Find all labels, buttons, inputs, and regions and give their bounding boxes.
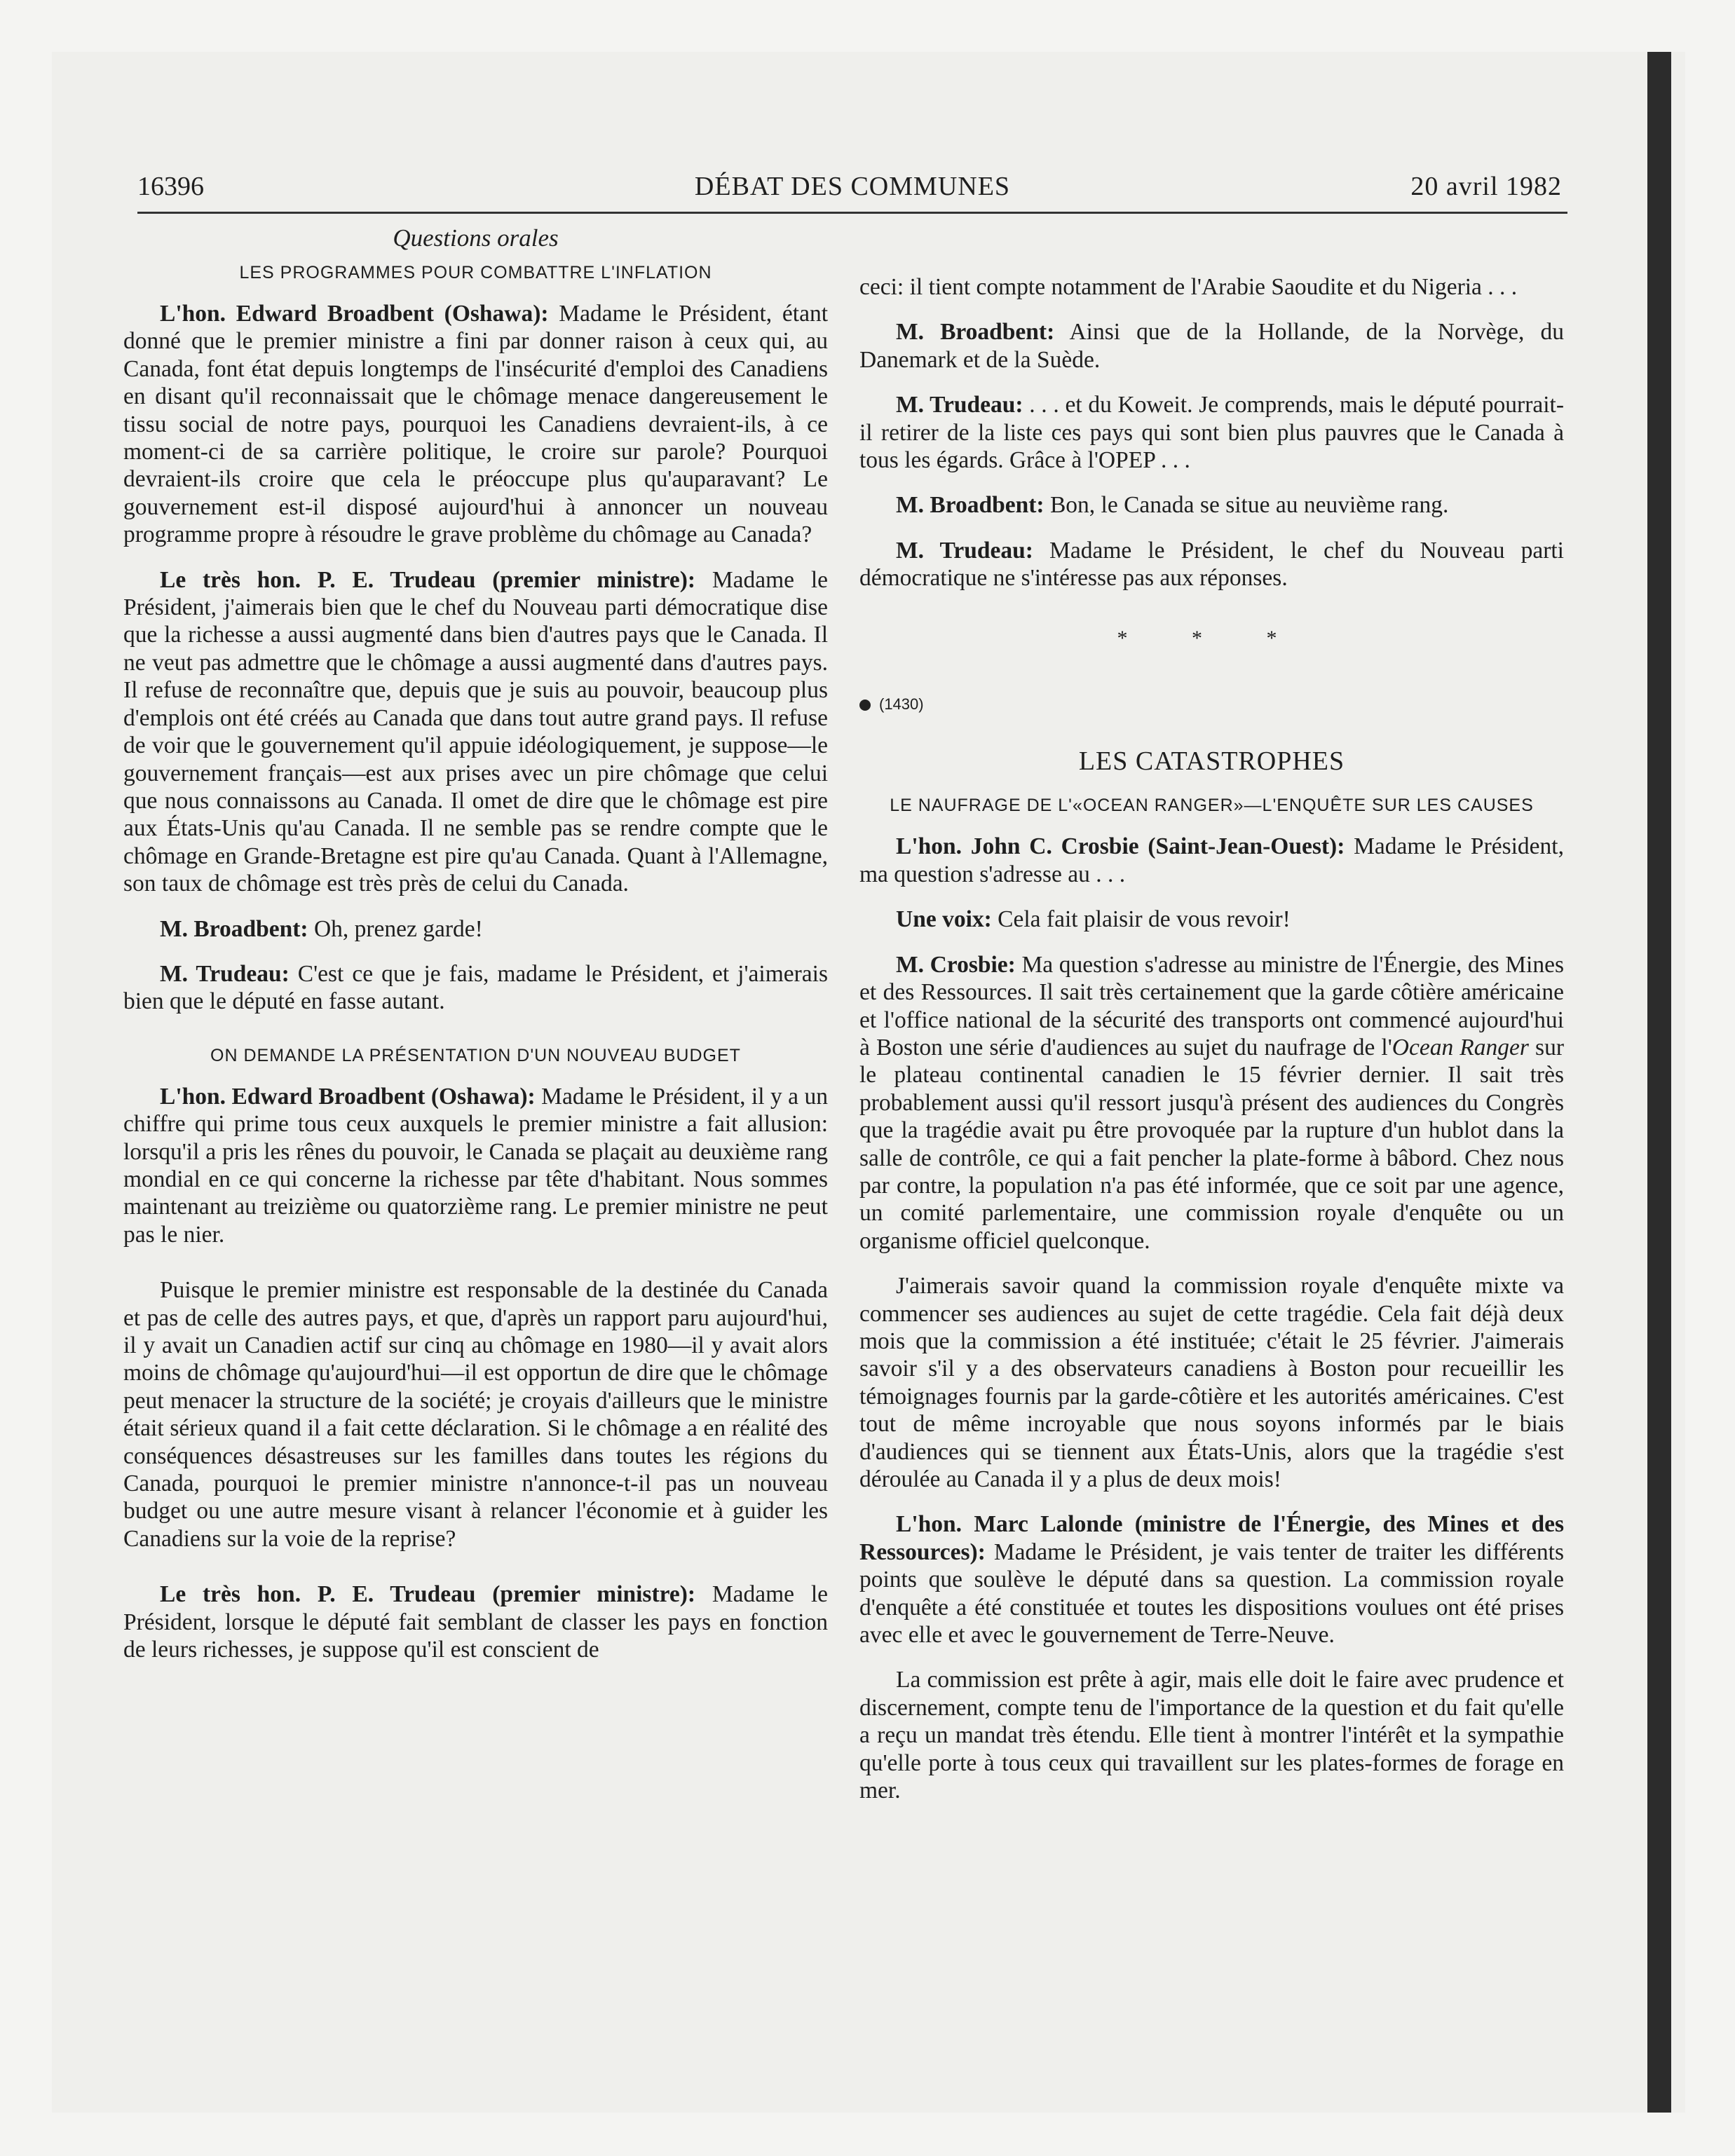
speech-text: Bon, le Canada se situe au neuvième rang. xyxy=(1044,492,1449,519)
subhead-ocean-ranger: LE NAUFRAGE DE L'«OCEAN RANGER»—L'ENQUÊTE SUR LES CAUSES xyxy=(890,796,1534,816)
speech-text: Ainsi que de la Hollande, de la Norvège, du Danemark et de la Suède. xyxy=(859,319,1564,373)
page-date: 20 avril 1982 xyxy=(1410,172,1562,201)
section-separator: * * * xyxy=(1117,626,1307,650)
paragraph xyxy=(123,1581,828,1663)
paragraph xyxy=(859,1666,1564,1804)
section-title: Questions orales xyxy=(393,224,559,252)
speech-text: J'aimerais savoir quand la commission royale d'enquête mixte va commencer ses audiences au sujet de cette tragédie. Cela fait déjà deux mois que la commission a été instituée; c'était le 25 février. J'aimerais savoir s'il y a des observateurs canadiens à Boston pour recueillir les témoignages fournis par la garde-côtière et les autorités américaines. C'est tout de même incroyable que nous soyons informés par le biais d'audiences qui se tiennent aux États-Unis, alors que la tragédie s'est déroulée au Canada il y a plus de deux mois! xyxy=(859,1273,1564,1492)
paragraph xyxy=(859,906,1564,933)
speaker-name: L'hon. Edward Broadbent (Oshawa): xyxy=(160,1083,536,1110)
paragraph xyxy=(859,491,1564,519)
speaker-name: M. Trudeau: xyxy=(896,392,1023,418)
paragraph xyxy=(123,960,828,1016)
speech-text: Madame le Président, je vais tenter de traiter les différents points que soulève le député dans sa question. La commission royale d'enquête a été constituée et toutes les dispositions voulues ont été prises avec elle et avec le gouvernement de Terre-Neuve. xyxy=(859,1538,1564,1649)
speaker-name: M. Crosbie: xyxy=(896,951,1016,978)
paragraph xyxy=(859,391,1564,474)
speaker-name: L'hon. John C. Crosbie (Saint-Jean-Ouest): xyxy=(896,833,1345,860)
speech-text: . . . et du Koweit. Je comprends, mais le député pourrait-il retirer de la liste ces pays qui sont bien plus pauvres que le Canada à tous les égards. Grâce à l'OPEP . . . xyxy=(859,392,1564,474)
speaker-name: Le très hon. P. E. Trudeau (premier ministre): xyxy=(160,566,696,593)
speech-text: Madame le Président, le chef du Nouveau parti démocratique ne s'intéresse pas aux réponses. xyxy=(859,537,1564,592)
speech-text: C'est ce que je fais, madame le Président, et j'aimerais bien que le député en fasse autant. xyxy=(123,960,828,1015)
ship-name: Ocean Ranger xyxy=(1392,1034,1529,1060)
time-marker xyxy=(859,690,1564,718)
speech-text: Madame le Président, étant donné que le premier ministre a fini par donner raison à ceux qui, au Canada, font état depuis longtemps de l'insécurité d'emploi des Canadiens en disant qu'il reconnaissait que le chômage menace dangereusement le tissu social de notre pays, pourquoi les Canadiens devraient-ils, à ce moment-ci de sa carrière politique, le croire sur parole? Pourquoi devraient-ils croire que cela le préoccupe plus qu'auparavant? Le gouvernement est-il disposé aujourd'hui à annoncer un nouveau programme propre à résoudre le grave problème du chômage au Canada? xyxy=(123,301,829,548)
speaker-name: L'hon. Edward Broadbent (Oshawa): xyxy=(160,301,549,327)
speaker-name: L'hon. Marc Lalonde (ministre de l'Énergie, des Mines et des Ressources): xyxy=(859,1511,1564,1565)
paragraph xyxy=(859,537,1564,592)
page-number: 16396 xyxy=(137,172,204,201)
speech-text: Madame le Président, j'aimerais bien que le chef du Nouveau parti démocratique dise que la richesse a aussi augmenté dans bien d'autres pays que le Canada. Il ne veut pas admettre que le chômage a aussi augmenté dans d'autres pays. Il refuse de reconnaître que, depuis que je suis au pouvoir, beaucoup plus d'emplois ont été créés au Canada que dans tout autre grand pays. Il refuse de voir que le gouvernement qu'il appuie idéologiquement, je suppose—le gouvernement français—est aux prises avec un pire chômage que celui que nous connaissons au Canada. Il omet de dire que le chômage est pire aux États-Unis qu'au Canada. Il ne semble pas se rendre compte que le chômage en Grande-Bretagne est pire qu'au Canada. Quant à l'Allemagne, son taux de chômage est très près de celui du Canada. xyxy=(123,566,828,897)
paragraph xyxy=(123,1276,828,1553)
speech-text: sur le plateau continental canadien le 15 février dernier. Il sait très probablement aussi qu'il ressort jusqu'à présent des audiences du Congrès que la tragédie avait pu être provoquée par la rupture d'un hublot dans la salle de contrôle, ce qui a fait pencher la plate-forme à bâbord. Chez nous par contre, la population n'a pas été informée, que ce soit par une agence, un comité parlementaire, une commission royale d'enquête ou un organisme officiel quelconque. xyxy=(859,1034,1564,1254)
page-header xyxy=(137,168,1567,214)
journal-title: DÉBAT DES COMMUNES xyxy=(694,172,1011,201)
subhead-inflation: LES PROGRAMMES POUR COMBATTRE L'INFLATION xyxy=(239,263,712,282)
right-column xyxy=(859,273,1564,1822)
speaker-name: M. Broadbent: xyxy=(160,915,308,942)
speech-text: Madame le Président, ma question s'adresse au . . . xyxy=(859,833,1564,887)
paragraph xyxy=(123,566,828,898)
speech-text: Ma question s'adresse au ministre de l'Énergie, des Mines et des Ressources. Il sait très certainement que la garde côtière américaine et l'office national de la sécurité des transports ont commencé aujourd'hui à Boston une série d'audiences au sujet du naufrage de l' xyxy=(859,951,1564,1060)
speech-text: Cela fait plaisir de vous revoir! xyxy=(991,906,1291,933)
paragraph xyxy=(123,300,828,549)
speaker-name: Le très hon. P. E. Trudeau (premier ministre): xyxy=(160,1581,696,1608)
bullet-icon xyxy=(859,700,871,711)
subhead-budget: ON DEMANDE LA PRÉSENTATION D'UN NOUVEAU BUDGET xyxy=(210,1045,741,1065)
speech-text: Puisque le premier ministre est responsable de la destinée du Canada et pas de celle des autres pays, et que, d'après un rapport paru aujourd'hui, il y avait un Canadien actif sur cinq au chômage en 1980—il y avait alors moins de chômage qu'aujourd'hui—il est opportun de dire que le chômage peut menacer la structure de la société; je croyais d'ailleurs que le ministre était sérieux quand il a fait cette déclaration. Si le chômage a en réalité des conséquences désastreuses sur les familles dans toutes les régions du Canada, pourquoi le premier ministre n'annonce-t-il pas un nouveau budget ou une autre mesure visant à relancer l'économie et à guider les Canadiens sur la voie de la reprise? xyxy=(123,1277,828,1552)
speech-text: Oh, prenez garde! xyxy=(308,915,483,942)
paragraph xyxy=(859,951,1564,1255)
speech-text: Madame le Président, il y a un chiffre qui prime tous ceux auxquels le premier ministre a fait allusion: lorsqu'il a pris les rênes du pouvoir, le Canada se plaçait au deuxième rang mondial en ce qui concerne la richesse par tête d'habitant. Nous sommes maintenant au treizième ou quatorzième rang. Le premier ministre ne peut pas le nier. xyxy=(123,1083,828,1248)
speaker-name: M. Broadbent: xyxy=(896,492,1045,519)
paragraph xyxy=(123,1083,828,1248)
paragraph xyxy=(859,1510,1564,1649)
paragraph xyxy=(859,273,1564,301)
speaker-name: M. Broadbent: xyxy=(896,319,1055,346)
speech-text: Madame le Président, lorsque le député fait semblant de classer les pays en fonction de leurs richesses, je suppose qu'il est conscient de xyxy=(123,1581,828,1663)
paragraph xyxy=(859,318,1564,374)
paragraph xyxy=(123,915,828,943)
scan-edge-shadow xyxy=(1647,52,1671,2113)
time-marker-text: (1430) xyxy=(879,695,924,714)
section-heading: LES CATASTROPHES xyxy=(1078,746,1345,777)
paragraph xyxy=(859,833,1564,888)
speaker-name: M. Trudeau: xyxy=(896,537,1033,564)
speaker-name: Une voix: xyxy=(896,906,992,933)
speech-text: ceci: il tient compte notamment de l'Arabie Saoudite et du Nigeria . . . xyxy=(859,274,1518,300)
speech-text: La commission est prête à agir, mais elle doit le faire avec prudence et discernement, compte tenu de l'importance de la question et du fait qu'elle a reçu un mandat très étendu. Elle tient à montrer l'intérêt et la sympathie qu'elle porte à tous ceux qui travaillent sur les plates-formes de forage en mer. xyxy=(859,1667,1564,1804)
paragraph xyxy=(859,1272,1564,1493)
speaker-name: M. Trudeau: xyxy=(160,960,290,987)
left-column xyxy=(123,223,828,1681)
